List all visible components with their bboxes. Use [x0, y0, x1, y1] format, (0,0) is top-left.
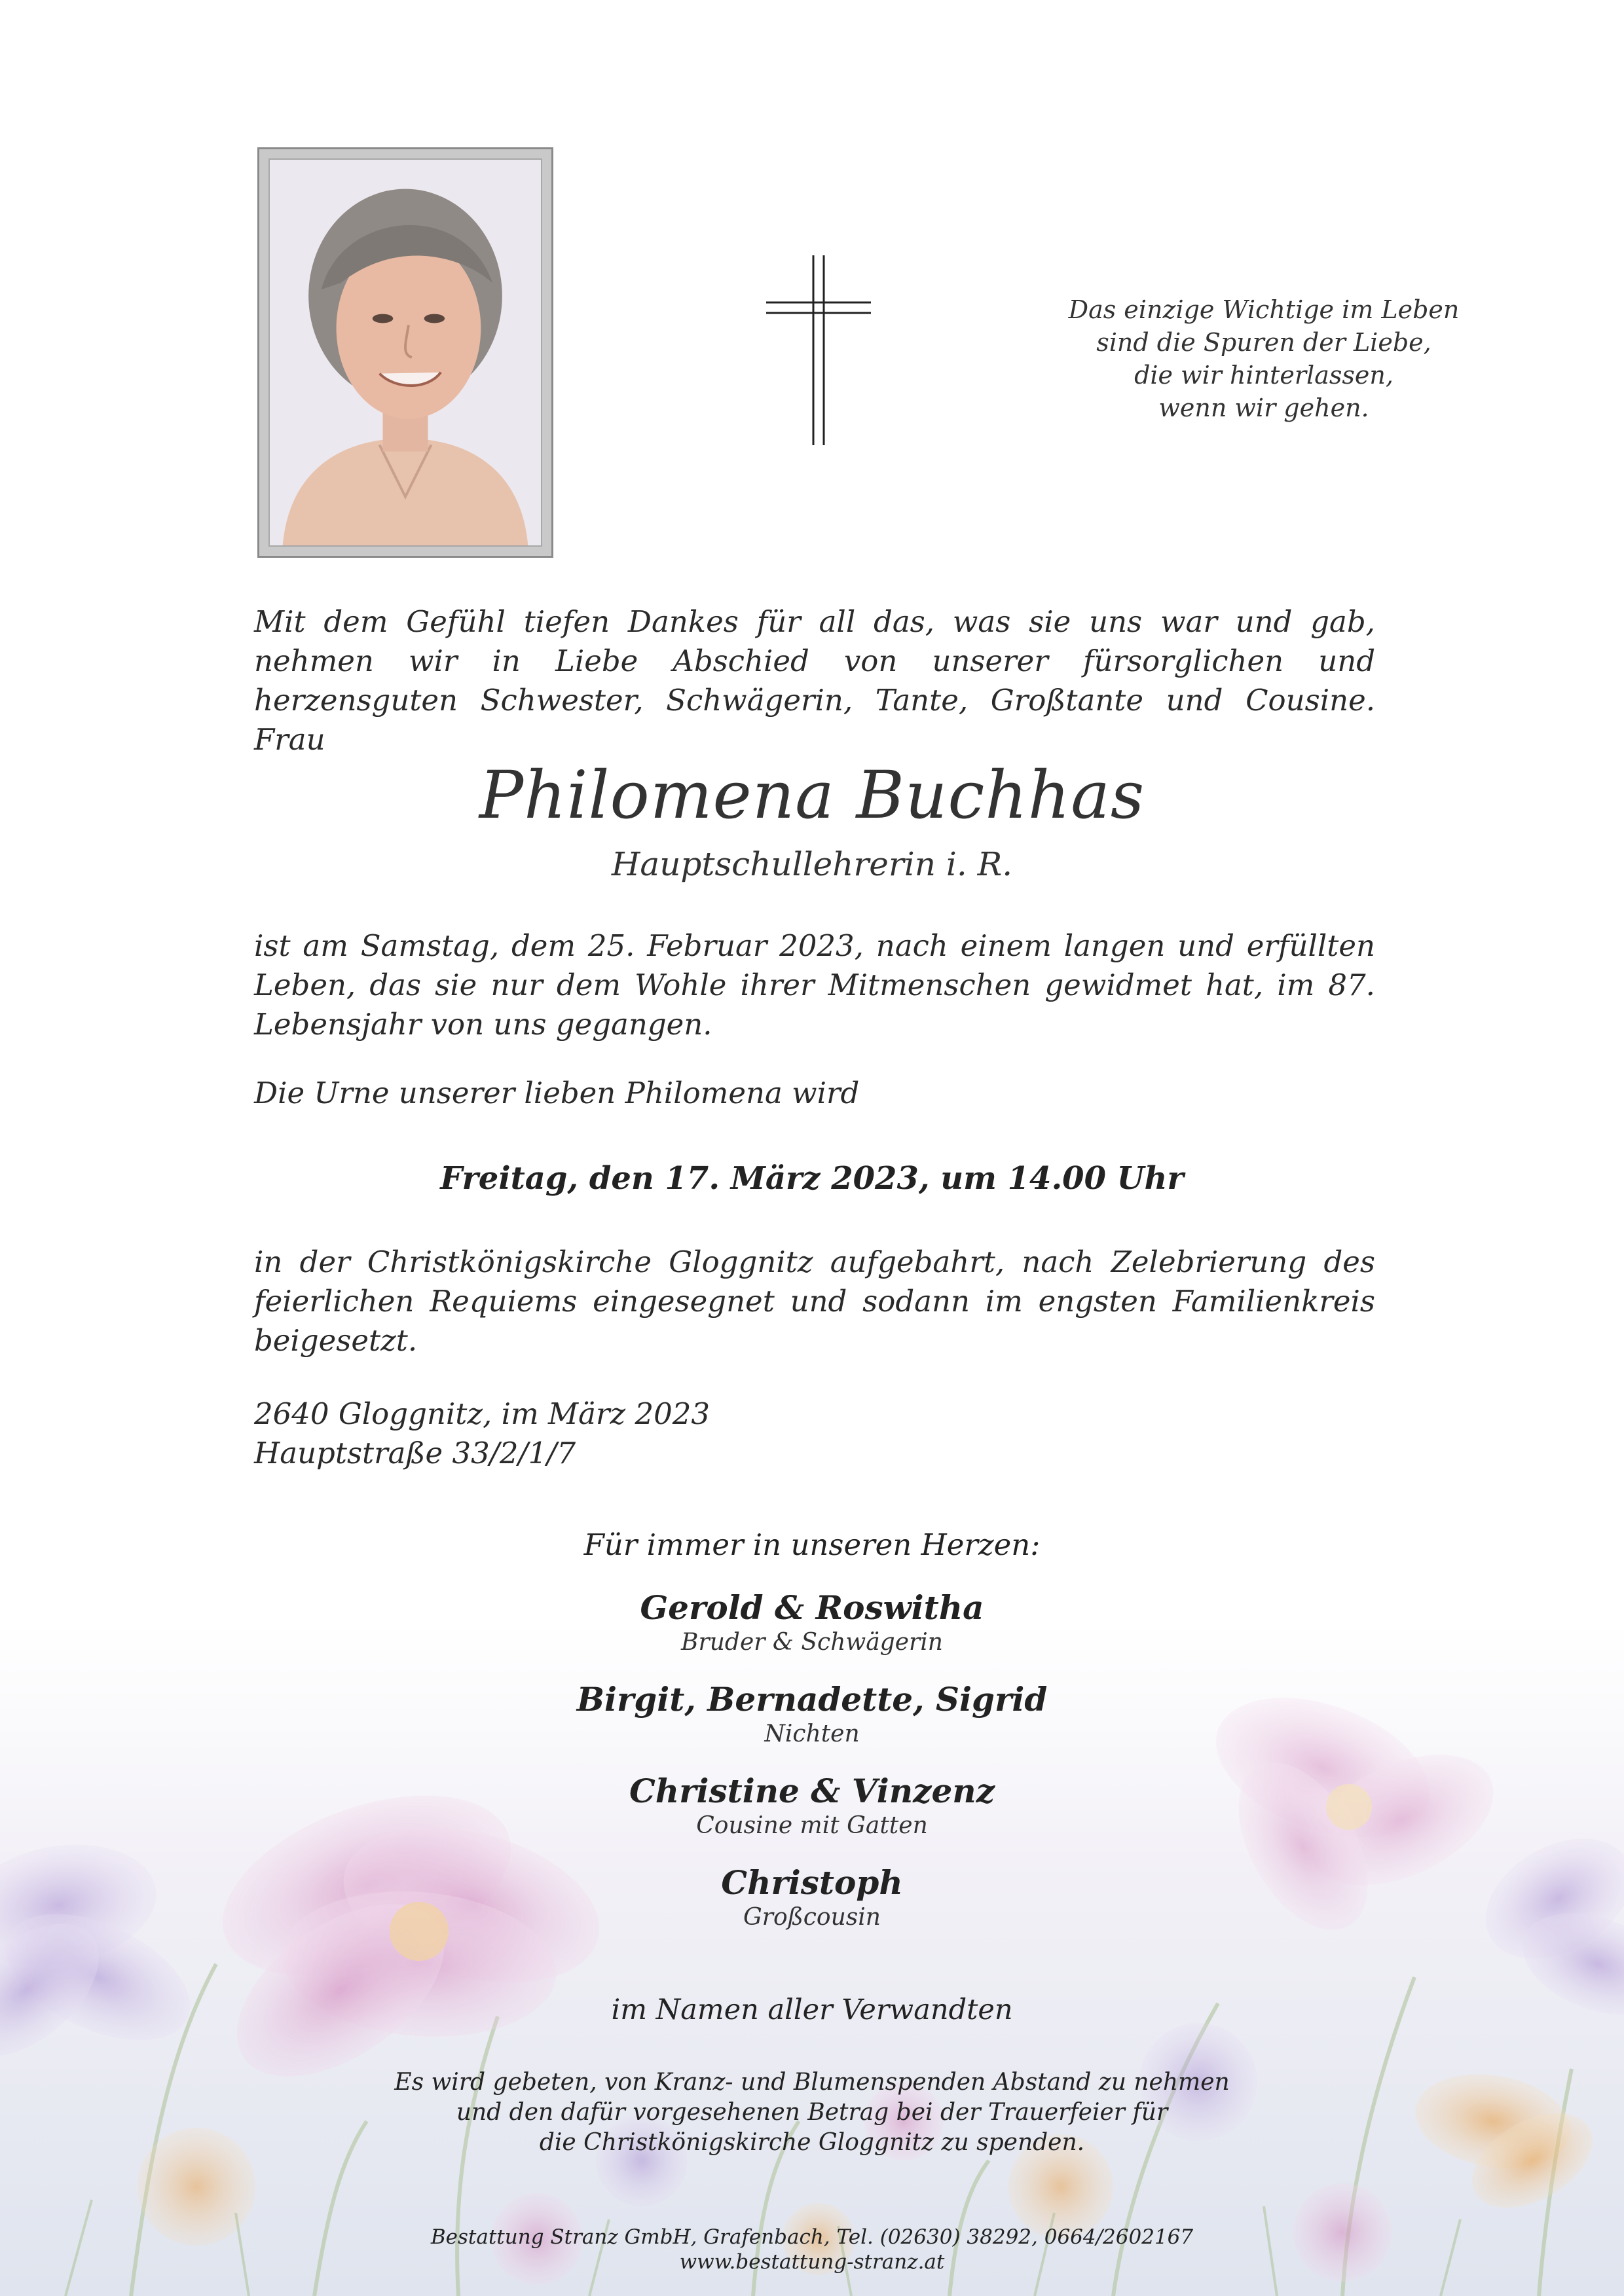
intro-paragraph: Mit dem Gefühl tiefen Dankes für all das, was sie uns war und gab, nehmen wir in Liebe Abschied von unserer fürsorglichen und herzensguten Schwester, Schwägerin, Tante, Großtante und Cousine. Frau [254, 604, 1375, 757]
mourner-name: Christoph [721, 1863, 903, 1902]
mourner-name: Birgit, Bernadette, Sigrid [576, 1680, 1048, 1719]
undertaker-footer [0, 2225, 1624, 2274]
mourner-relation: Nichten [764, 1721, 860, 1747]
portrait-photo [268, 158, 542, 547]
memorial-quote [1008, 293, 1519, 424]
mourner-entry [0, 1588, 1624, 1657]
funeral-date: Freitag, den 17. März 2023, um 14.00 Uhr [440, 1160, 1184, 1197]
undertaker-website-link[interactable]: www.bestattung-stranz.at [679, 2250, 945, 2274]
forever-in-hearts: Für immer in unseren Herzen: [583, 1527, 1041, 1562]
mourner-relation: Cousine mit Gatten [696, 1812, 928, 1839]
mourner-name: Christine & Vinzenz [629, 1772, 995, 1810]
on-behalf-line: im Namen aller Verwandten [611, 1994, 1013, 2026]
address-line-place-date: 2640 Gloggnitz, im März 2023 [254, 1396, 710, 1431]
ceremony-paragraph: in der Christkönigskirche Gloggnitz aufgebahrt, nach Zelebrierung des feierlichen Requiems eingesegnet und sodann im engsten Familienkreis beigesetzt. [254, 1245, 1375, 1358]
donation-request [0, 2068, 1624, 2158]
request-line: die Christkönigskirche Gloggnitz zu spenden. [539, 2129, 1085, 2156]
mourner-relation: Großcousin [743, 1904, 881, 1931]
portrait-illustration [270, 160, 541, 545]
address-line-street: Hauptstraße 33/2/1/7 [254, 1436, 576, 1470]
request-line: und den dafür vorgesehenen Betrag bei der Trauerfeier für [456, 2099, 1168, 2126]
mourner-entry [0, 1771, 1624, 1840]
mourner-entry [0, 1679, 1624, 1749]
quote-line: Das einzige Wichtige im Leben [1068, 295, 1460, 324]
quote-line: sind die Spuren der Liebe, [1096, 328, 1431, 357]
request-line: Es wird gebeten, von Kranz- und Blumenspenden Abstand zu nehmen [394, 2069, 1230, 2096]
deceased-title: Hauptschullehrerin i. R. [611, 845, 1013, 883]
cross-icon [766, 255, 871, 445]
quote-line: wenn wir gehen. [1158, 393, 1369, 422]
quote-line: die wir hinterlassen, [1134, 361, 1393, 390]
urn-intro: Die Urne unserer lieben Philomena wird [254, 1076, 860, 1110]
mourner-entry [0, 1863, 1624, 1932]
mourning-address [254, 1394, 1040, 1473]
death-notice-paragraph: ist am Samstag, dem 25. Februar 2023, nach einem langen und erfüllten Leben, das sie nur dem Wohle ihrer Mitmenschen gewidmet hat, im 87. Lebensjahr von uns gegangen. [254, 928, 1375, 1042]
mourner-name: Gerold & Roswitha [640, 1588, 984, 1627]
portrait-photo-frame [257, 147, 553, 558]
mourner-relation: Bruder & Schwägerin [681, 1629, 943, 1656]
undertaker-contact: Bestattung Stranz GmbH, Grafenbach, Tel. (02630) 38292, 0664/2602167 [430, 2225, 1194, 2249]
deceased-name: Philomena Buchhas [479, 757, 1145, 833]
